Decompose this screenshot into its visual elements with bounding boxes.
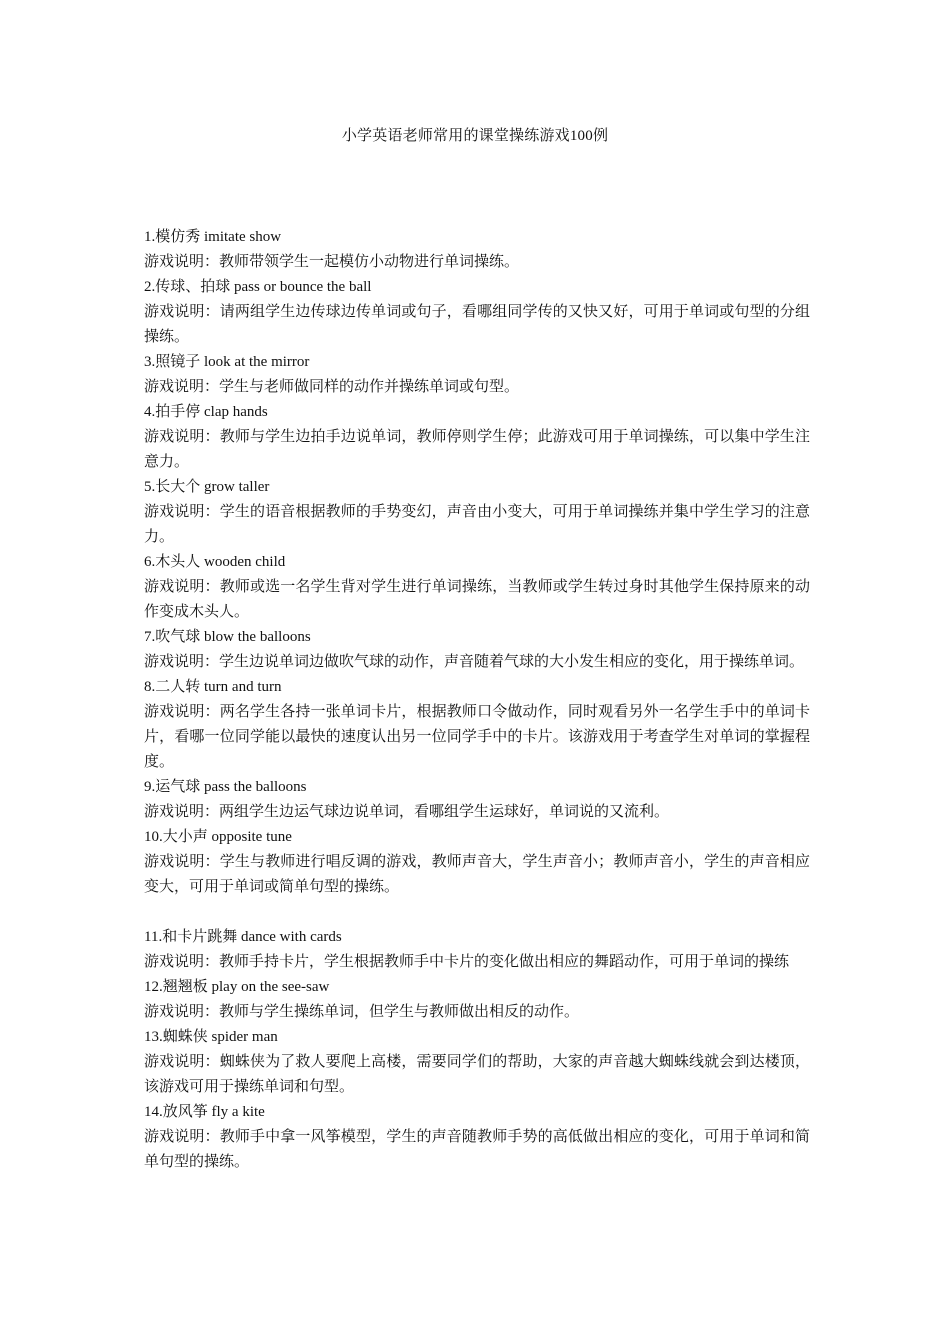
game-description: 游戏说明：两名学生各持一张单词卡片，根据教师口令做动作，同时观看另外一名学生手中的单词卡片，看哪一位同学能以最快的速度认出另一位同学手中的卡片。该游戏用于考查学生对单词的掌握程度。 (144, 704, 810, 770)
game-description: 游戏说明：请两组学生边传球边传单词或句子，看哪组同学传的又快又好，可用于单词或句型的分组操练。 (144, 304, 810, 345)
game-entry (144, 475, 810, 550)
game-entry (144, 825, 810, 900)
game-description: 游戏说明：教师手中拿一风筝模型，学生的声音随教师手势的高低做出相应的变化，可用于单词和简单句型的操练。 (144, 1129, 810, 1170)
game-heading: 5.长大个 grow taller (144, 479, 270, 495)
game-entry (144, 350, 810, 400)
game-entry (144, 675, 810, 775)
game-heading: 12.翘翘板 play on the see-saw (144, 979, 330, 995)
game-entry (144, 550, 810, 625)
paragraph-gap (144, 900, 810, 925)
game-heading: 8.二人转 turn and turn (144, 679, 282, 695)
game-entry (144, 400, 810, 475)
game-entry (144, 975, 810, 1025)
game-heading: 6.木头人 wooden child (144, 554, 286, 570)
game-description: 游戏说明：学生边说单词边做吹气球的动作，声音随着气球的大小发生相应的变化，用于操练单词。 (144, 654, 805, 670)
game-description: 游戏说明：教师与学生边拍手边说单词，教师停则学生停；此游戏可用于单词操练，可以集中学生注意力。 (144, 429, 810, 470)
document-body (144, 225, 810, 1175)
game-heading: 11.和卡片跳舞 dance with cards (144, 929, 342, 945)
game-description: 游戏说明：教师手持卡片，学生根据教师手中卡片的变化做出相应的舞蹈动作，可用于单词的操练 (144, 954, 790, 970)
game-heading: 10.大小声 opposite tune (144, 829, 292, 845)
game-description: 游戏说明：蜘蛛侠为了救人要爬上高楼，需要同学们的帮助，大家的声音越大蜘蛛线就会到达楼顶，该游戏可用于操练单词和句型。 (144, 1054, 810, 1095)
game-entry (144, 775, 810, 825)
document-title: 小学英语老师常用的课堂操练游戏100例 (341, 128, 609, 144)
game-entry (144, 925, 810, 975)
game-heading: 3.照镜子 look at the mirror (144, 354, 310, 370)
game-description: 游戏说明：学生与教师进行唱反调的游戏，教师声音大，学生声音小；教师声音小，学生的声音相应变大，可用于单词或简单句型的操练。 (144, 854, 810, 895)
game-description: 游戏说明：两组学生边运气球边说单词，看哪组学生运球好，单词说的又流利。 (144, 804, 670, 820)
game-heading: 2.传球、拍球 pass or bounce the ball (144, 279, 372, 295)
game-heading: 9.运气球 pass the balloons (144, 779, 307, 795)
game-description: 游戏说明：学生与老师做同样的动作并操练单词或句型。 (144, 379, 520, 395)
game-entry (144, 225, 810, 275)
game-heading: 4.拍手停 clap hands (144, 404, 268, 420)
game-heading: 7.吹气球 blow the balloons (144, 629, 311, 645)
game-description: 游戏说明：教师带领学生一起模仿小动物进行单词操练。 (144, 254, 520, 270)
game-entry (144, 1025, 810, 1100)
game-description: 游戏说明：教师或选一名学生背对学生进行单词操练，当教师或学生转过身时其他学生保持原来的动作变成木头人。 (144, 579, 810, 620)
game-heading: 1.模仿秀 imitate show (144, 229, 282, 245)
game-description: 游戏说明：学生的语音根据教师的手势变幻，声音由小变大，可用于单词操练并集中学生学习的注意力。 (144, 504, 810, 545)
game-heading: 13.蜘蛛侠 spider man (144, 1029, 278, 1045)
game-entry (144, 275, 810, 350)
game-entry (144, 625, 810, 675)
game-heading: 14.放风筝 fly a kite (144, 1104, 265, 1120)
game-description: 游戏说明：教师与学生操练单词，但学生与教师做出相反的动作。 (144, 1004, 580, 1020)
game-entry (144, 1100, 810, 1175)
